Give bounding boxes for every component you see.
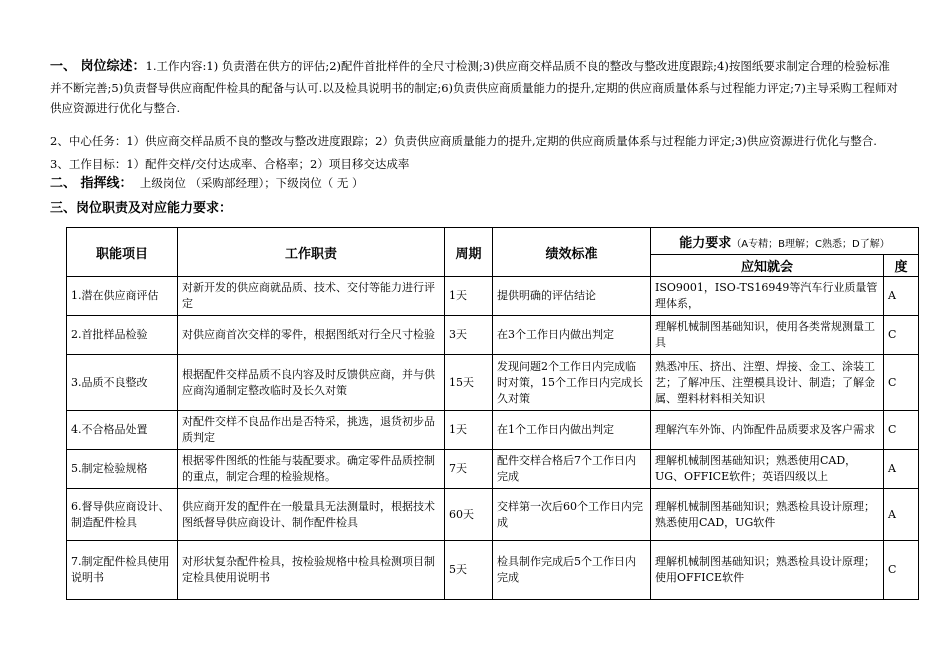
cell-item: 2.首批样品检验 — [67, 316, 178, 355]
cell-cycle: 60天 — [445, 489, 493, 541]
cell-duty: 根据零件图纸的性能与装配要求。确定零件品质控制的重点，制定合理的检验规格。 — [178, 450, 445, 489]
cell-duty: 根据配件交样品质不良内容及时反馈供应商，并与供应商沟通制定整改临时及长久对策 — [178, 355, 445, 411]
work-targets: 3、工作目标：1）配件交样/交付达成率、合格率；2）项目移交达成率 — [50, 157, 410, 171]
cell-duty: 对供应商首次交样的零件，根据图纸对行全尺寸检验 — [178, 316, 445, 355]
cell-standard: 在1个工作日内做出判定 — [493, 411, 651, 450]
cell-degree: C — [884, 411, 919, 450]
cell-knowledge: 理解机械制图基础知识；熟悉检具设计原理；熟悉使用CAD，UG软件 — [651, 489, 884, 541]
cell-degree: A — [884, 277, 919, 316]
cell-cycle: 1天 — [445, 411, 493, 450]
cell-cycle: 7天 — [445, 450, 493, 489]
cell-knowledge: 理解机械制图基础知识；熟悉使用CAD，UG、OFFICE软件；英语四级以上 — [651, 450, 884, 489]
table-row — [67, 450, 919, 489]
cell-degree: A — [884, 450, 919, 489]
header-cycle: 周期 — [445, 228, 493, 277]
responsibility-table — [66, 227, 919, 600]
table-row — [67, 489, 919, 541]
cell-cycle: 15天 — [445, 355, 493, 411]
cell-degree: C — [884, 316, 919, 355]
cell-standard: 检具制作完成后5个工作日内完成 — [493, 541, 651, 600]
cell-knowledge: 理解机械制图基础知识；熟悉检具设计原理；使用OFFICE软件 — [651, 541, 884, 600]
ability-note: （A专精；B理解；C熟悉；D了解） — [731, 238, 890, 250]
section-3-title: 三、岗位职责及对应能力要求： — [50, 201, 233, 216]
job-overview — [50, 56, 900, 119]
cell-item: 1.潜在供应商评估 — [67, 277, 178, 316]
cell-knowledge: ISO9001，ISO-TS16949等汽车行业质量管理体系， — [651, 277, 884, 316]
table-row — [67, 316, 919, 355]
cell-knowledge: 理解汽车外饰、内饰配件品质要求及客户需求 — [651, 411, 884, 450]
cell-item: 6.督导供应商设计、制造配件检具 — [67, 489, 178, 541]
header-ability — [651, 228, 919, 255]
cell-standard: 在3个工作日内做出判定 — [493, 316, 651, 355]
cell-item: 7.制定配件检具使用说明书 — [67, 541, 178, 600]
cell-duty: 对新开发的供应商就品质、技术、交付等能力进行评定 — [178, 277, 445, 316]
cell-duty: 供应商开发的配件在一般量具无法测量时，根据技术图纸督导供应商设计、制作配件检具 — [178, 489, 445, 541]
cell-standard: 配件交样合格后7个工作日内完成 — [493, 450, 651, 489]
header-knowledge: 应知就会 — [651, 255, 884, 277]
cell-degree: C — [884, 355, 919, 411]
header-standard: 绩效标准 — [493, 228, 651, 277]
cell-item: 3.品质不良整改 — [67, 355, 178, 411]
cell-standard: 提供明确的评估结论 — [493, 277, 651, 316]
header-duty: 工作职责 — [178, 228, 445, 277]
table-row — [67, 277, 919, 316]
section-1-title: 一、 岗位综述： — [50, 59, 146, 74]
table-row — [67, 541, 919, 600]
section-2-title: 二、 指挥线： — [50, 176, 133, 191]
cell-cycle: 3天 — [445, 316, 493, 355]
cell-knowledge: 熟悉冲压、挤出、注塑、焊接、金工、涂装工艺；了解冲压、注塑模具设计、制造；了解金属、塑料材料相关知识 — [651, 355, 884, 411]
cell-degree: C — [884, 541, 919, 600]
cell-item: 4.不合格品处置 — [67, 411, 178, 450]
cell-degree: A — [884, 489, 919, 541]
cell-standard: 发现问题2个工作日内完成临时对策，15个工作日内完成长久对策 — [493, 355, 651, 411]
cell-knowledge: 理解机械制图基础知识，使用各类常规测量工具 — [651, 316, 884, 355]
section-2-text: 上级岗位 （采购部经理）；下级岗位（ 无 ） — [139, 176, 364, 190]
header-item: 职能项目 — [67, 228, 178, 277]
section-1-text: 1.工作内容:1) 负责潜在供方的评估;2)配件首批样件的全尺寸检测;3)供应商交样品质不良的整改与整改进度跟踪;4)按图纸要求制定合理的检验标准并不断完善;5)负责督导供应商配件检具的配备与认可.以及检具说明书的制定;6)负责供应商质量能力的提升,定期的供应商质量体系与过程能力评定;7)主导采购工程师对供应资源进行优化与整合. — [50, 59, 898, 115]
cell-standard: 交样第一次后60个工作日内完成 — [493, 489, 651, 541]
cell-duty: 对形状复杂配件检具，按检验规格中检具检测项目制定检具使用说明书 — [178, 541, 445, 600]
cell-cycle: 5天 — [445, 541, 493, 600]
command-line — [50, 173, 364, 194]
cell-cycle: 1天 — [445, 277, 493, 316]
table-row — [67, 355, 919, 411]
core-tasks: 2、中心任务：1）供应商交样品质不良的整改与整改进度跟踪；2）负责供应商质量能力的提升,定期的供应商质量体系与过程能力评定;3)供应资源进行优化与整合. — [50, 134, 877, 148]
cell-duty: 对配件交样不良品作出是否特采，挑选，退货初步品质判定 — [178, 411, 445, 450]
cell-item: 5.制定检验规格 — [67, 450, 178, 489]
ability-title: 能力要求 — [679, 235, 732, 251]
table-row — [67, 411, 919, 450]
header-degree: 度 — [884, 255, 919, 277]
